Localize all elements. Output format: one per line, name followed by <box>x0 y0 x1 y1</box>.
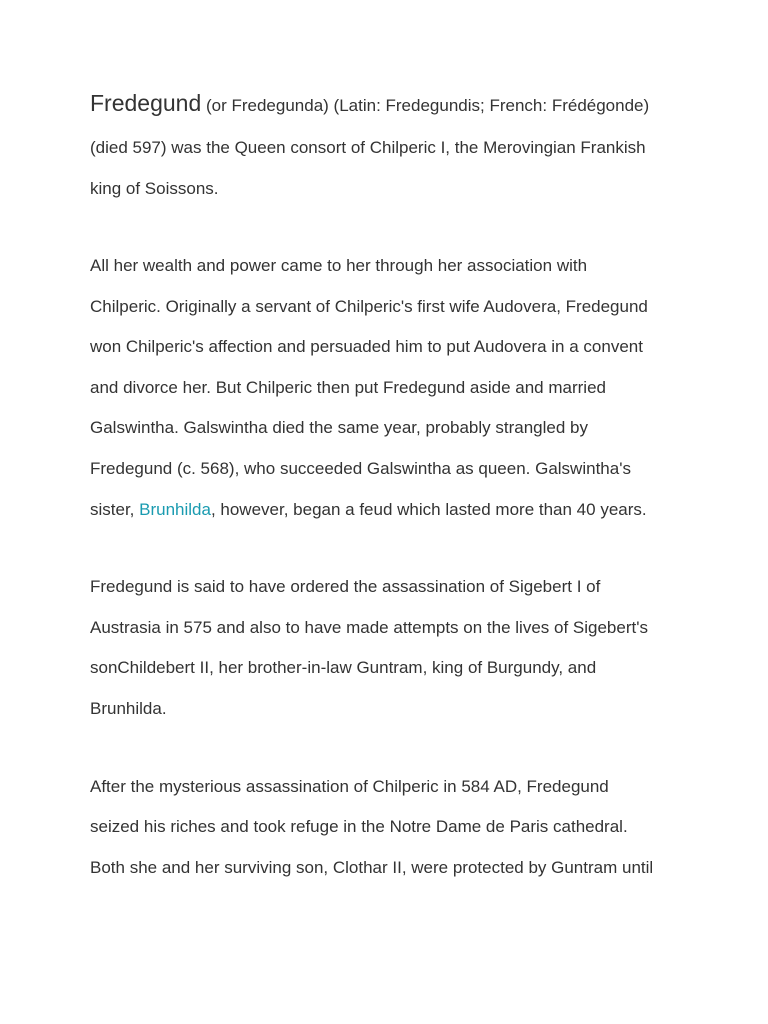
text-line: All her wealth and power came to her through her association with <box>90 256 588 275</box>
text-line: Brunhilda. <box>90 698 167 718</box>
text-line: Austrasia in 575 and also to have made attempts on the lives of Sigebert's <box>90 617 648 637</box>
text-line: Galswintha. Galswintha died the same year, probably strangled by <box>90 418 588 438</box>
intro-line-1 <box>90 82 690 127</box>
intro-line-1-rest: (or Fredegunda) (Latin: Fredegundis; French: Frédégonde) <box>201 96 650 115</box>
document-page <box>90 82 690 925</box>
text-line: After the mysterious assassination of Chilperic in 584 AD, Fredegund <box>90 776 609 796</box>
text-line: Fredegund (c. 568), who succeeded Galswintha as queen. Galswintha's <box>90 458 631 478</box>
wealth-paragraph <box>90 246 690 530</box>
article-title-word: Fredegund <box>90 90 202 116</box>
text-line: sonChildebert II, her brother-in-law Guntram, king of Burgundy, and <box>90 658 597 678</box>
text-line: Fredegund is said to have ordered the assassination of Sigebert I of <box>90 577 601 597</box>
text-fragment: sister, <box>90 499 140 519</box>
text-line: Both she and her surviving son, Clothar II, were protected by Guntram until <box>90 857 654 877</box>
brunhilda-link[interactable]: Brunhilda <box>139 499 211 519</box>
text-line-with-link <box>90 490 690 531</box>
text-line: seized his riches and took refuge in the Notre Dame de Paris cathedral. <box>90 817 628 837</box>
text-line: won Chilperic's affection and persuaded him to put Audovera in a convent <box>90 337 643 357</box>
refuge-paragraph <box>90 767 690 889</box>
text-line: and divorce her. But Chilperic then put Fredegund aside and married <box>90 377 606 397</box>
intro-line-3: king of Soissons. <box>90 179 219 198</box>
intro-paragraph <box>90 82 690 209</box>
text-fragment: , however, began a feud which lasted more than 40 years. <box>210 499 647 519</box>
assassination-paragraph <box>90 567 690 729</box>
text-line: Chilperic. Originally a servant of Chilperic's first wife Audovera, Fredegund <box>90 296 648 316</box>
intro-line-2: (died 597) was the Queen consort of Chilperic I, the Merovingian Frankish <box>90 138 646 157</box>
